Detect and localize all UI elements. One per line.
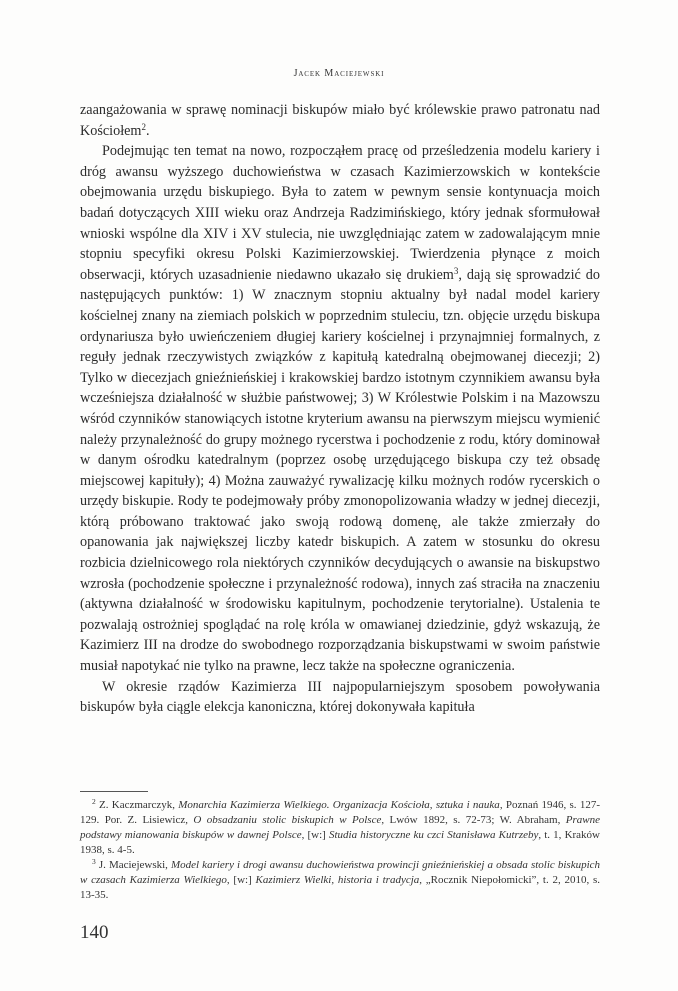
paragraph-2: Podejmując ten temat na nowo, rozpocząłem pracę od prześledzenia modelu kariery i dróg awansu wyższego duchowieństwa w czasach Kazimierzowskich w kontekście obejmowania urzędu biskupiego. Była to zatem w pewnym sensie kontynuacja moich badań dotyczących XIII wieku oraz Andrzeja Radzimińskiego, który jednak sformułował wnioski wspólne dla XIV i XV stulecia, nie uwzględniając zatem w zadowalającym mnie stopniu specyfiki okresu Polski Kazimierzowskiej. Twierdzenia płynące z moich obserwacji, których uzasadnienie niedawno ukazało się drukiem$^3$, dają się sprowadzić do następujących punktów: 1) W znacznym stopniu aktualny był nadal model kariery kościelnej znany na ziemiach polskich w poprzednim stuleciu, tzn. objęcie urzędu biskupa ordynariusza było uwieńczeniem długiej kariery kościelnej i przynajmniej formalnych, z reguły jednak rzeczywistych związków z kapitułą katedralną obejmowanej diecezji; 2) Tylko w diecezjach gnieźnieńskiej i krakowskiej bardzo istotnym czynnikiem awansu była wcześniejsza działalność w służbie państwowej; 3) W Królestwie Polskim i na Mazowszu wśród czynników stanowiących istotne kryterium awansu na pierwszym miejscu wymienić należy przynależność do grupy możnego rycerstwa i pochodzenie z rodu, który dominował w danym ośrodku katedralnym (poprzez osobę urzędującego biskupa czy też obsadę miejscowej kapituły); 4) Można zauważyć rywalizację kilku możnych rodów rycerskich o urzędy biskupie. Rody te podejmowały próby zmonopolizowania władzy w jednej diecezji, którą próbowano traktować jako swoją rodową domenę, ale także zmierzały do opanowania jak największej liczby katedr biskupich. A zatem w stosunku do okresu rozbicia dzielnicowego rola niektórych czynników decydujących o awansie na biskupstwo wzrosła (pochodzenie społeczne i przynależność rodowa), innych zaś straciła na znaczeniu (aktywna działalność w środowisku kapitulnym, pochodzenie terytorialne). Ustalenia te pozwalają ostrożniej spoglądać na rolę króla w omawianej dziedzinie, gdyż wskazują, że Kazimierz III na drodze do swobodnego rozporządzania biskupstwami w swoim państwie musiał napotykać nie tylko na prawne, lecz także na społeczne ograniczenia. [80, 143, 600, 675]
footnotes [80, 798, 600, 903]
paragraph-3: W okresie rządów Kazimierza III najpopularniejszym sposobem powoływania biskupów była ciągle elekcja kanoniczna, której dokonywała kapituła [80, 678, 600, 716]
footnote-separator [80, 791, 148, 792]
paragraph-1: zaangażowania w sprawę nominacji biskupów miało być królewskie prawo patronatu nad Kościołem$^2$. [80, 102, 600, 139]
main-text [80, 100, 600, 718]
footnote-3: $^3$ J. Maciejewski, Model kariery i drogi awansu duchowieństwa prowincji gnieźnieńskiej a obsada stolic biskupich w czasach Kazimierza Wielkiego, [w:] Kazimierz Wielki, historia i tradycja, „Rocznik Niepołomicki”, t. 2, 2010, s. 13-35. [80, 857, 601, 901]
footnote-ref-3: 3 [453, 265, 459, 276]
page-number: 140 [80, 922, 109, 943]
running-header: Jacek Maciejewski [293, 68, 385, 79]
footnote-ref-2: 2 [141, 121, 146, 132]
footnote-2: $^2$ Z. Kaczmarczyk, Monarchia Kazimierza Wielkiego. Organizacja Kościoła, sztuka i nauka, Poznań 1946, s. 127-129. Por. Z. Lisiewicz, O obsadzaniu stolic biskupich w Polsce, Lwów 1892, s. 72-73; W. Abraham, Prawne podstawy mianowania biskupów w dawnej Polsce, [w:] Studia historyczne ku czci Stanisława Kutrzeby, t. 1, Kraków 1938, s. 4-5. [80, 797, 601, 856]
